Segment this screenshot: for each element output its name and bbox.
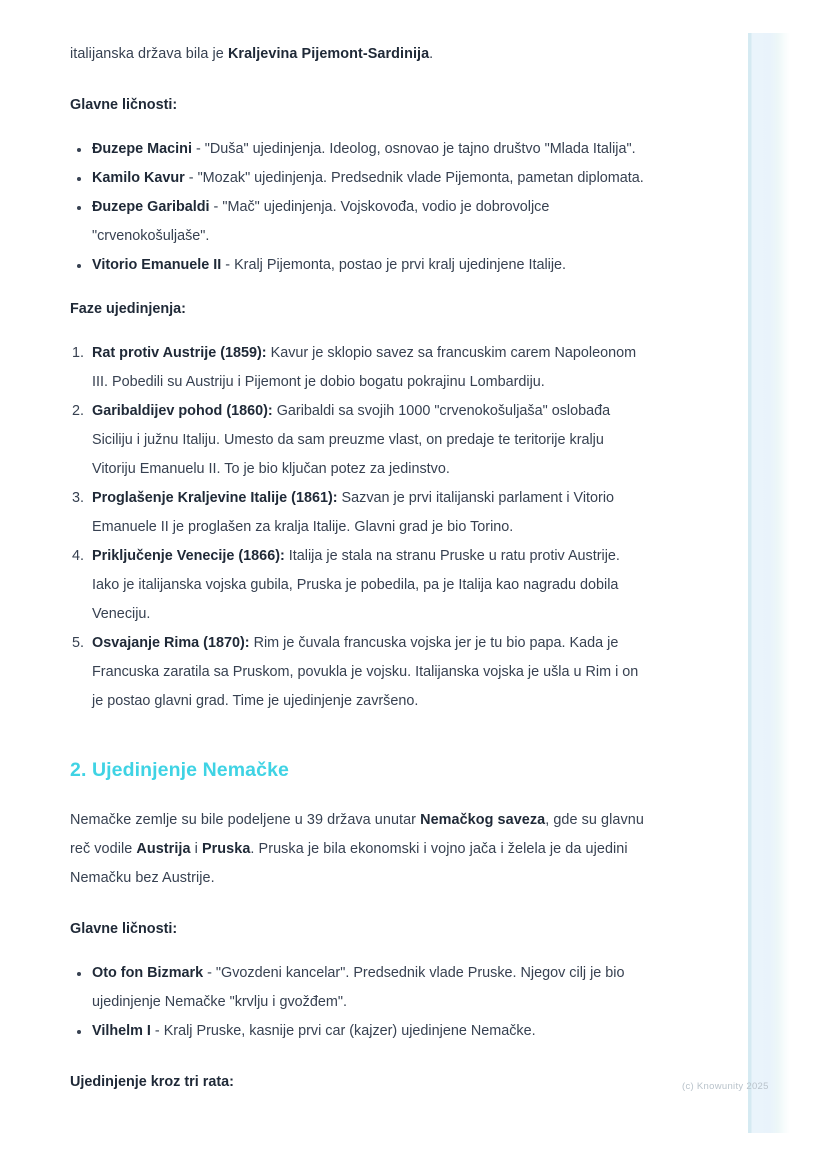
italy-people-list [70, 135, 648, 280]
phase-name: Osvajanje Rima (1870): [92, 635, 250, 651]
person-name: Kamilo Kavur [92, 170, 185, 186]
spacer [70, 1046, 648, 1068]
germany-section-heading: 2. Ujedinjenje Nemačke [70, 759, 289, 781]
list-item [70, 1017, 648, 1046]
phase-description: Rim je čuvala francuska vojska jer je tu bio papa. Kada je Francuska zaratila sa Pruskom, povukla je vojsku. Italijanska vojska je ušla u Rim i on je postao glavni grad. Time je ujedinjenje završeno. [92, 635, 639, 709]
person-name: Vitorio Emanuele II [92, 257, 222, 273]
intro-text-3: i [190, 841, 202, 857]
person-name: Vilhelm I [92, 1023, 151, 1039]
spacer [70, 324, 648, 339]
intro-bold-3: Pruska [201, 841, 251, 857]
decorative-side-band [748, 33, 790, 1133]
list-item [70, 542, 648, 629]
person-name: Đuzepe Garibaldi [92, 199, 210, 215]
germany-intro-paragraph [70, 806, 648, 893]
germany-wars-heading: Ujedinjenje kroz tri rata: [70, 1074, 234, 1090]
list-item [70, 251, 648, 280]
spacer [70, 893, 648, 915]
list-item [70, 164, 648, 193]
copyright-watermark: (c) Knowunity 2025 [682, 1081, 769, 1092]
phase-description: Sazvan je prvi italijanski parlament i Vitorio Emanuele II je proglašen za kralja Italije. Glavni grad je bio Torino. [92, 490, 615, 535]
spacer [70, 280, 648, 295]
phase-name: Proglašenje Kraljevine Italije (1861): [92, 490, 338, 506]
list-item [70, 629, 648, 716]
document-content [70, 0, 648, 1097]
italy-phases-list [70, 339, 648, 716]
spacer [70, 120, 648, 135]
intro-bold-2: Austrija [136, 841, 191, 857]
person-name: Oto fon Bizmark [92, 965, 204, 981]
spacer [70, 716, 648, 756]
spacer [70, 944, 648, 959]
phase-name: Priključenje Venecije (1866): [92, 548, 285, 564]
phase-description: Garibaldi sa svojih 1000 "crvenokošuljaša" oslobađa Siciliju i južnu Italiju. Umesto da sam preuzme vlast, on predaje te teritorije kralju Vitoriju Emanuelu II. To je bio ključan potez za jedinstvo. [92, 403, 611, 477]
list-item [70, 193, 648, 251]
phase-name: Rat protiv Austrije (1859): [92, 345, 267, 361]
lead-paragraph [70, 40, 648, 69]
list-item [70, 959, 648, 1017]
germany-people-list [70, 959, 648, 1046]
italy-phases-heading: Faze ujedinjenja: [70, 301, 186, 317]
person-name: Đuzepe Macini [92, 141, 192, 157]
phase-name: Garibaldijev pohod (1860): [92, 403, 273, 419]
person-description: - "Mozak" ujedinjenja. Predsednik vlade Pijemonta, pametan diplomata. [184, 170, 644, 186]
intro-text-2: , gde su glavnu reč vodile [70, 812, 644, 857]
lead-bold-term: Kraljevina Pijemont-Sardinija [227, 46, 430, 62]
intro-bold-1: Nemačkog saveza [420, 812, 546, 828]
lead-text-after: . [429, 46, 434, 62]
list-item [70, 339, 648, 397]
phase-description: Italija je stala na stranu Pruske u ratu protiv Austrije. Iako je italijanska vojska gubila, Pruska je pobedila, pa je Italija kao nagradu dobila Veneciju. [92, 548, 620, 622]
lead-text-before: italijanska država bila je [70, 46, 228, 62]
spacer [70, 784, 648, 806]
person-description: - "Gvozdeni kancelar". Predsednik vlade Pruske. Njegov cilj je bio ujedinjenje Nemačke "krvlju i gvožđem". [92, 965, 625, 1010]
list-item [70, 397, 648, 484]
person-description: - Kralj Pijemonta, postao je prvi kralj ujedinjene Italije. [221, 257, 567, 273]
list-item [70, 484, 648, 542]
person-description: - "Duša" ujedinjenja. Ideolog, osnovao je tajno društvo "Mlada Italija". [191, 141, 636, 157]
germany-people-heading: Glavne ličnosti: [70, 921, 178, 937]
intro-text-4: . Pruska je bila ekonomski i vojno jača i želela je da ujedini Nemačku bez Austrije. [70, 841, 628, 886]
intro-text-1: Nemačke zemlje su bile podeljene u 39 država unutar [70, 812, 421, 828]
person-description: - Kralj Pruske, kasnije prvi car (kajzer) ujedinjene Nemačke. [150, 1023, 536, 1039]
phase-description: Kavur je sklopio savez sa francuskim carem Napoleonom III. Pobedili su Austriju i Pijemont je dobio bogatu pokrajinu Lombardiju. [92, 345, 637, 390]
italy-people-heading: Glavne ličnosti: [70, 97, 178, 113]
list-item [70, 135, 648, 164]
person-description: - "Mač" ujedinjenja. Vojskovođa, vodio je dobrovoljce "crvenokošuljaše". [92, 199, 550, 244]
spacer [70, 69, 648, 91]
